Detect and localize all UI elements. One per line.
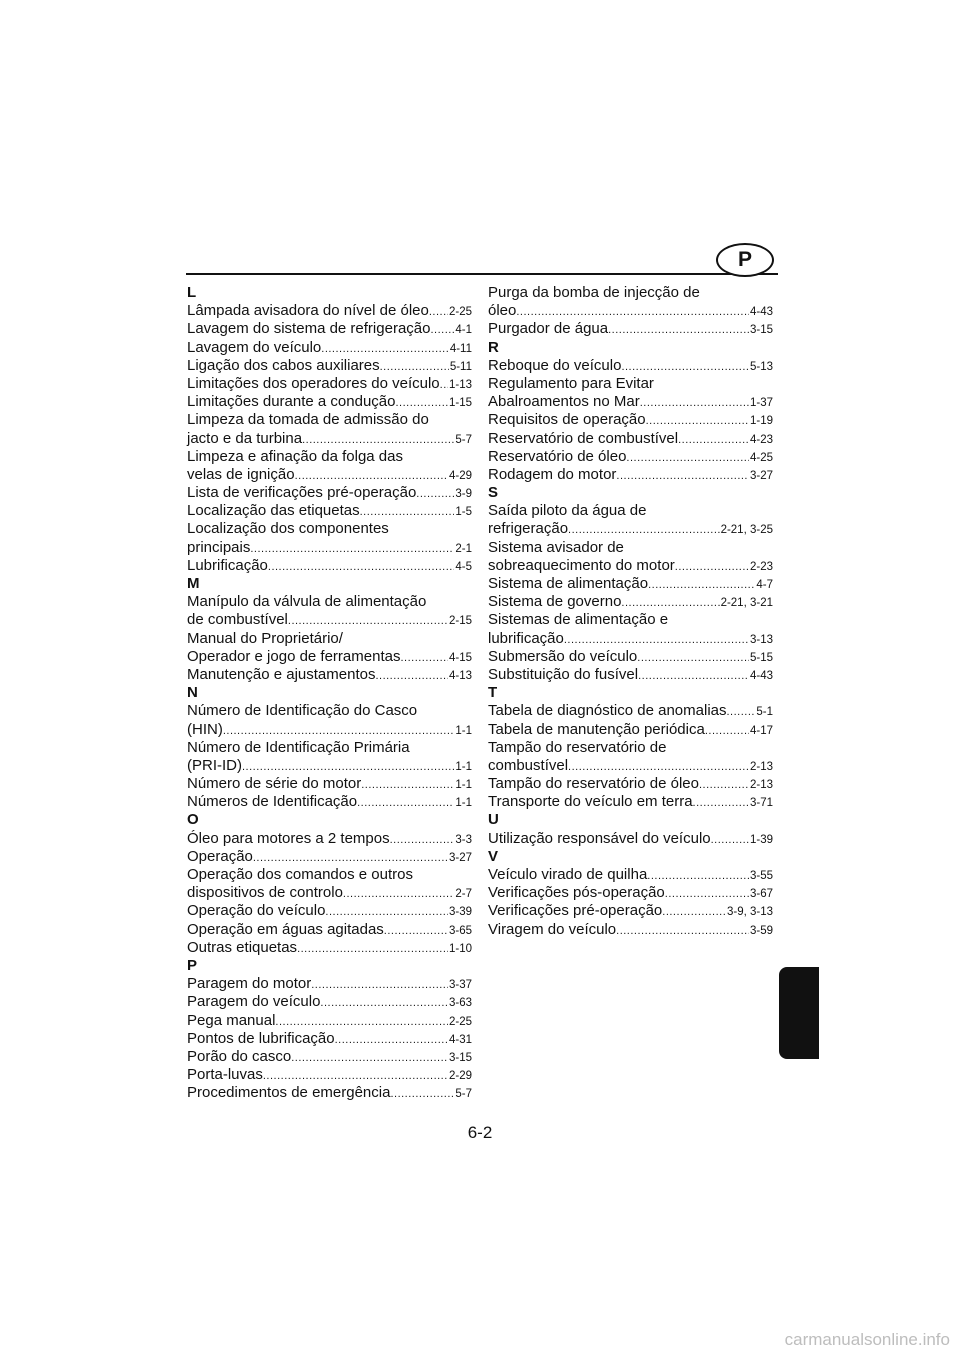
index-entry-text: lubrificação: [488, 629, 564, 647]
index-entry-text: Número de Identificação Primária: [187, 738, 410, 756]
dot-leader: [357, 794, 454, 812]
index-entry: [187, 921, 472, 939]
index-entry-text: Verificações pré-operação: [488, 902, 663, 920]
index-entry-page: 3-15: [448, 1051, 472, 1064]
index-entry: [488, 757, 773, 775]
index-entry: [187, 721, 472, 739]
index-entry: [187, 1084, 472, 1102]
index-entry-page: 2-29: [448, 1070, 472, 1083]
dot-leader: [268, 558, 454, 576]
dot-leader: [429, 303, 448, 321]
index-entry-text: Veículo virado de quilha: [488, 866, 648, 883]
index-entry: [488, 557, 773, 575]
index-entry-page: 4-25: [749, 451, 773, 464]
index-entry-text: Utilização responsável do veículo: [488, 829, 711, 847]
dot-leader: [253, 849, 448, 867]
index-entry-text: Saída piloto da água de: [488, 502, 647, 520]
index-entry-text: velas de ignição: [187, 465, 295, 483]
dot-leader: [242, 758, 454, 776]
index-entry: [187, 302, 472, 320]
index-entry: [488, 320, 773, 338]
index-entry-text: Operação dos comandos e outros: [187, 866, 413, 883]
dot-leader: [516, 303, 749, 321]
dot-leader: [297, 940, 448, 958]
index-entry-page: 1-1: [455, 779, 472, 792]
index-entry-text: Reboque do veículo: [488, 356, 622, 374]
index-entry-page: 1-13: [448, 378, 472, 391]
dot-leader: [568, 758, 749, 776]
index-entry-text: Porão do casco: [187, 1047, 292, 1065]
dot-leader: [311, 976, 448, 994]
index-entry: [187, 539, 472, 557]
dot-leader: [675, 558, 749, 576]
dot-leader: [375, 667, 448, 685]
index-entry: [187, 993, 472, 1011]
index-entry: [488, 393, 773, 411]
index-entry-page: 5-13: [749, 360, 773, 373]
index-entry: [187, 648, 472, 666]
index-entry: [488, 520, 773, 538]
index-entry-page: 5-7: [455, 433, 472, 446]
index-entry-text: Manípulo da válvula de alimentação: [187, 593, 427, 611]
index-entry: [187, 884, 472, 902]
dot-leader: [665, 885, 749, 903]
index-entry: [488, 575, 773, 593]
dot-leader: [727, 703, 756, 721]
index-entry-text: Localização dos componentes: [187, 520, 389, 538]
dot-leader: [263, 1067, 448, 1085]
index-entry: [187, 375, 472, 393]
index-entry-text: Lubrificação: [187, 556, 268, 574]
index-entry: [187, 411, 472, 429]
index-entry: [187, 357, 472, 375]
index-entry-text: Sistema de alimentação: [488, 575, 649, 592]
index-entry-text: Operação em águas agitadas: [187, 920, 384, 938]
dot-leader: [380, 358, 449, 376]
index-entry: [187, 339, 472, 357]
index-entry: [187, 557, 472, 575]
dot-leader: [626, 449, 749, 467]
index-entry-text: de combustível: [187, 611, 288, 629]
index-entry: [488, 775, 773, 793]
index-entry: [488, 921, 773, 939]
index-entry: [488, 739, 773, 757]
dot-leader: [693, 794, 749, 812]
index-entry: [488, 648, 773, 666]
index-entry: [187, 975, 472, 993]
index-entry-text: Pontos de lubrificação: [187, 1029, 335, 1047]
index-entry-page: 1-15: [448, 397, 472, 410]
index-entry-text: (PRI-ID): [187, 756, 242, 774]
index-entry: [488, 866, 773, 884]
index-entry-text: Tabela de diagnóstico de anomalias: [488, 702, 727, 720]
index-entry-text: jacto e da turbina: [187, 429, 303, 447]
index-entry-text: Reservatório de óleo: [488, 447, 627, 465]
dot-leader: [616, 467, 749, 485]
dot-leader: [616, 922, 749, 940]
index-entry-page: 2-13: [749, 760, 773, 773]
index-entry-text: Tampão do reservatório de óleo: [488, 775, 699, 793]
dot-leader: [384, 922, 448, 940]
dot-leader: [647, 867, 749, 885]
index-entry-text: Submersão do veículo: [488, 647, 638, 665]
index-entry-text: Paragem do veículo: [187, 993, 321, 1011]
index-letter-heading: T: [488, 684, 498, 702]
index-entry: [488, 284, 773, 302]
index-entry: [488, 411, 773, 429]
index-entry-page: 4-23: [749, 433, 773, 446]
dot-leader: [637, 649, 749, 667]
index-entry-page: 3-63: [448, 997, 472, 1010]
dot-leader: [395, 394, 447, 412]
index-entry: [488, 448, 773, 466]
index-entry-page: 5-11: [449, 360, 472, 373]
index-entry-text: Números de Identificação: [187, 793, 358, 811]
index-entry: [187, 775, 472, 793]
index-column-right: [488, 284, 773, 939]
index-entry-page: 3-55: [749, 870, 773, 882]
dot-leader: [291, 1049, 448, 1067]
index-entry-text: combustível: [488, 756, 569, 774]
dot-leader: [275, 1013, 448, 1031]
dot-leader: [705, 722, 749, 740]
index-entry-page: 3-67: [749, 888, 773, 901]
index-entry-page: 3-15: [749, 324, 773, 337]
dot-leader: [621, 594, 719, 612]
index-entry: [187, 502, 472, 520]
index-letter-heading: L: [187, 284, 197, 301]
index-entry-text: Reservatório de combustível: [488, 429, 679, 447]
dot-leader: [325, 903, 448, 921]
index-entry-text: Número de Identificação do Casco: [187, 702, 418, 720]
index-entry: [187, 902, 472, 920]
dot-leader: [390, 1085, 454, 1103]
index-entry-page: 4-13: [448, 669, 472, 682]
index-entry-text: Requisitos de operação: [488, 411, 646, 429]
index-entry-text: Manual do Proprietário/: [187, 629, 343, 647]
index-entry-text: Purgador de água: [488, 320, 609, 338]
index-entry-text: Operação: [187, 847, 253, 865]
index-entry: [187, 702, 472, 720]
dot-leader: [335, 1031, 448, 1049]
index-entry-text: Limitações durante a condução: [187, 393, 396, 411]
index-entry-text: dispositivos de controlo: [187, 884, 343, 902]
index-entry: [488, 721, 773, 739]
index-entry-text: Limpeza da tomada de admissão do: [187, 411, 429, 429]
index-entry-text: Lavagem do veículo: [187, 338, 322, 356]
index-entry-text: Sistema de governo: [488, 593, 622, 611]
index-entry: [187, 757, 472, 775]
index-entry-text: Operação do veículo: [187, 902, 326, 920]
dot-leader: [699, 776, 749, 794]
index-entry-page: 3-59: [749, 924, 773, 937]
index-entry-text: Procedimentos de emergência: [187, 1084, 391, 1102]
index-entry-text: Sistemas de alimentação e: [488, 611, 669, 629]
index-entry-page: 1-39: [749, 833, 773, 846]
index-entry-page: 3-71: [749, 797, 773, 810]
index-entry-text: Operador e jogo de ferramentas: [187, 647, 401, 665]
index-entry-page: 3-13: [749, 633, 773, 646]
index-entry-page: 4-11: [449, 342, 472, 355]
index-entry: [187, 593, 472, 611]
index-column-left: [187, 284, 472, 1102]
index-entry-text: Substituição do fusível: [488, 665, 639, 683]
index-entry-page: 2-7: [455, 888, 472, 901]
index-entry-text: sobreaquecimento do motor: [488, 556, 675, 574]
index-entry-page: 2-21, 3-21: [720, 597, 773, 610]
dot-leader: [640, 394, 749, 412]
index-entry-page: 1-37: [749, 397, 773, 410]
dot-leader: [223, 722, 455, 740]
index-entry-page: 4-7: [756, 579, 773, 591]
index-entry: [488, 593, 773, 611]
index-entry-text: Limitações dos operadores do veículo: [187, 374, 440, 392]
index-entry: [488, 793, 773, 811]
index-letter-heading: S: [488, 484, 499, 502]
index-entry-page: 2-25: [448, 306, 472, 319]
dot-leader: [302, 431, 454, 449]
dot-leader: [608, 321, 749, 339]
header-rule: [186, 273, 778, 275]
index-entry-text: Transporte do veículo em terra: [488, 793, 693, 811]
index-entry: [488, 539, 773, 557]
dot-leader: [440, 376, 448, 394]
index-entry: [488, 611, 773, 629]
index-entry-page: 4-1: [455, 324, 472, 337]
index-entry: [187, 739, 472, 757]
index-entry-page: 3-9, 3-13: [726, 906, 773, 919]
dot-leader: [361, 776, 454, 794]
watermark: carmanualsonline.info: [784, 1330, 950, 1349]
index-entry-text: Lavagem do sistema de refrigeração: [187, 320, 431, 338]
index-entry-page: 3-27: [749, 469, 773, 482]
index-entry-page: 3-39: [448, 906, 472, 919]
index-entry-page: 2-1: [455, 542, 472, 555]
index-letter-heading: V: [488, 847, 499, 865]
index-entry-page: 4-17: [749, 724, 773, 737]
dot-leader: [360, 503, 455, 521]
dot-leader: [678, 431, 749, 449]
dot-leader: [320, 994, 448, 1012]
index-entry-text: Manutenção e ajustamentos: [187, 665, 376, 683]
index-entry: [488, 502, 773, 520]
index-entry: [187, 393, 472, 411]
dot-leader: [416, 485, 454, 503]
index-letter-heading: P: [187, 956, 198, 974]
index-entry-text: Lâmpada avisadora do nível de óleo: [187, 302, 429, 320]
index-entry: [488, 302, 773, 320]
index-entry-page: 4-29: [448, 469, 472, 482]
index-entry-text: Localização das etiquetas: [187, 502, 360, 520]
index-entry-page: 3-27: [448, 851, 472, 864]
index-entry: [488, 630, 773, 648]
index-entry-page: 4-5: [455, 560, 472, 573]
index-entry: [187, 848, 472, 866]
index-entry-page: 3-3: [455, 833, 472, 846]
index-entry-text: Viragem do veículo: [488, 920, 617, 938]
index-entry-text: (HIN): [187, 720, 223, 738]
index-entry: [488, 466, 773, 484]
index-entry: [187, 448, 472, 466]
index-entry-page: 5-7: [455, 1088, 472, 1101]
index-entry: [187, 666, 472, 684]
index-entry: [488, 357, 773, 375]
index-entry-text: Número de série do motor: [187, 775, 362, 793]
index-entry: [187, 1030, 472, 1048]
index-entry-page: 5-1: [756, 706, 773, 719]
dot-leader: [250, 540, 454, 558]
index-entry-page: 3-37: [448, 979, 472, 992]
index-entry-text: Sistema avisador de: [488, 538, 624, 556]
index-entry-text: Óleo para motores a 2 tempos: [187, 829, 390, 847]
index-entry-text: óleo: [488, 302, 517, 320]
chapter-tab: [779, 967, 819, 1059]
index-entry-text: principais: [187, 538, 251, 556]
index-entry-text: Pega manual: [187, 1011, 276, 1029]
dot-leader: [288, 612, 448, 630]
dot-leader: [295, 467, 448, 485]
index-entry-page: 2-23: [749, 560, 773, 573]
index-entry-text: Ligação dos cabos auxiliares: [187, 356, 380, 374]
index-entry: [187, 1048, 472, 1066]
index-entry: [488, 430, 773, 448]
index-entry: [187, 830, 472, 848]
index-entry: [187, 939, 472, 957]
index-entry-page: 2-21, 3-25: [720, 524, 773, 537]
index-entry: [187, 630, 472, 648]
index-entry-page: 5-15: [749, 651, 773, 664]
index-entry: [488, 902, 773, 920]
index-entry-page: 2-25: [448, 1015, 472, 1028]
dot-leader: [321, 340, 449, 358]
index-entry: [488, 702, 773, 720]
dot-leader: [400, 649, 448, 667]
index-entry-page: 4-43: [749, 669, 773, 682]
index-entry: [488, 884, 773, 902]
index-entry: [187, 466, 472, 484]
dot-leader: [638, 667, 749, 685]
index-entry-page: 1-10: [448, 942, 472, 955]
index-entry-page: 4-31: [448, 1033, 472, 1046]
index-entry: [187, 520, 472, 538]
index-entry-page: 4-15: [448, 651, 472, 664]
index-letter-heading: U: [488, 811, 499, 829]
index-entry-text: Paragem do motor: [187, 975, 312, 993]
index-entry-page: 3-9: [455, 488, 472, 501]
index-entry-text: Verificações pós-operação: [488, 884, 665, 902]
dot-leader: [568, 521, 720, 539]
index-entry-text: Tabela de manutenção periódica: [488, 720, 705, 738]
index-entry-page: 1-5: [455, 506, 472, 519]
index-entry: [187, 484, 472, 502]
dot-leader: [390, 831, 455, 849]
index-entry-page: 1-1: [455, 797, 472, 810]
index-entry: [488, 375, 773, 393]
index-entry-text: Abalroamentos no Mar: [488, 393, 640, 411]
index-entry-text: Rodagem do motor: [488, 465, 617, 483]
index-entry-text: Tampão do reservatório de: [488, 738, 667, 756]
index-entry-text: Purga da bomba de injecção de: [488, 284, 700, 301]
index-entry: [187, 793, 472, 811]
index-entry-page: 1-1: [455, 724, 472, 737]
dot-leader: [430, 321, 454, 339]
index-entry-page: 3-65: [448, 924, 472, 937]
dot-leader: [343, 885, 454, 903]
index-entry-text: Limpeza e afinação da folga das: [187, 447, 403, 465]
index-entry: [187, 1066, 472, 1084]
index-entry: [187, 320, 472, 338]
index-entry-text: Lista de verificações pré-operação: [187, 484, 417, 502]
index-entry-page: 1-1: [455, 760, 472, 773]
index-entry-page: 4-43: [749, 306, 773, 319]
dot-leader: [648, 576, 755, 594]
index-letter-heading: R: [488, 338, 499, 356]
index-entry: [187, 430, 472, 448]
dot-leader: [711, 831, 749, 849]
dot-leader: [564, 631, 749, 649]
dot-leader: [621, 358, 749, 376]
index-letter-heading: N: [187, 684, 198, 702]
index-entry-text: refrigeração: [488, 520, 569, 538]
index-entry: [488, 666, 773, 684]
index-entry-text: Regulamento para Evitar: [488, 374, 654, 392]
index-letter-heading: M: [187, 575, 200, 592]
index-entry-text: Outras etiquetas: [187, 938, 298, 956]
page-number: 6-2: [467, 1123, 493, 1142]
index-entry-text: Porta-luvas: [187, 1066, 263, 1084]
index-entry-page: 2-15: [448, 615, 472, 628]
index-entry-page: 1-19: [749, 415, 773, 428]
index-entry: [187, 866, 472, 884]
index-entry-page: 2-13: [749, 779, 773, 792]
index-entry: [187, 611, 472, 629]
index-entry: [488, 830, 773, 848]
dot-leader: [662, 903, 726, 921]
dot-leader: [646, 412, 749, 430]
language-badge: P: [716, 243, 774, 277]
index-entry: [187, 1012, 472, 1030]
index-letter-heading: O: [187, 811, 199, 829]
